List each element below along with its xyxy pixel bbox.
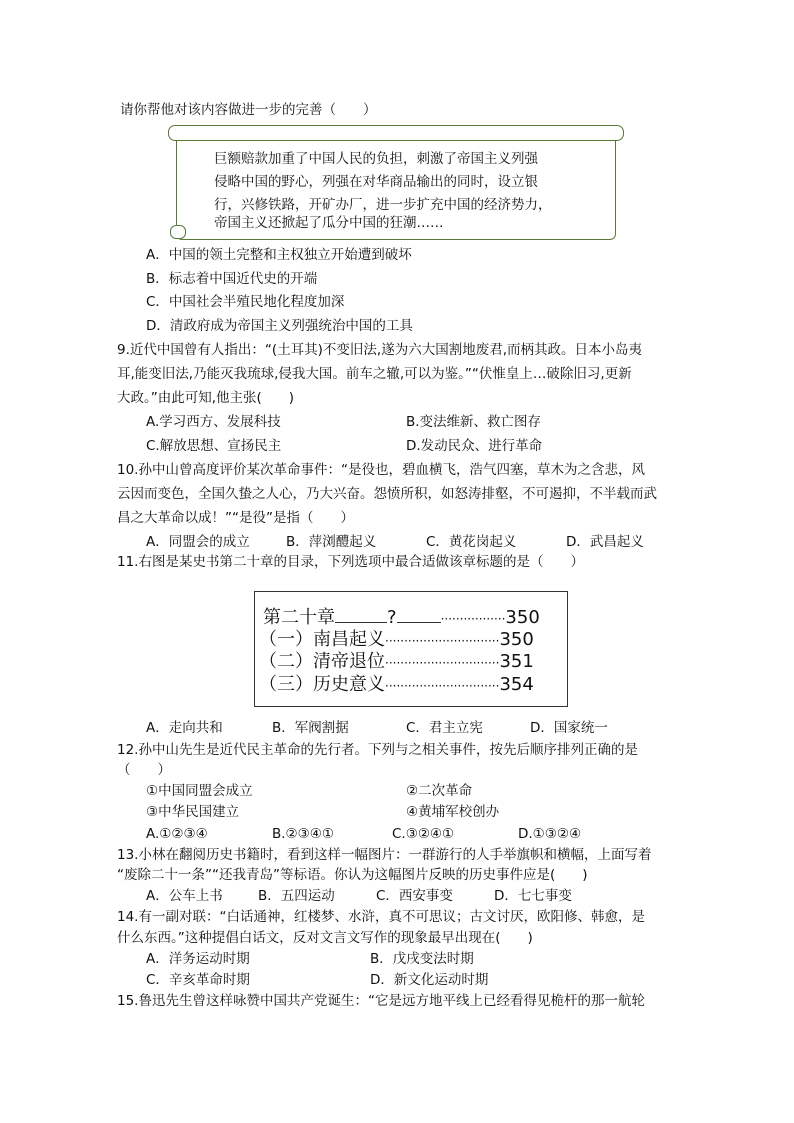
- q13-stem: 13.小林在翻阅历史书籍时，看到这样一幅图片：一群游行的人手举旗帜和横幅，上面写着: [117, 847, 652, 863]
- toc-blank: [397, 606, 441, 623]
- q13-option-d: D．七七事变: [494, 888, 572, 904]
- q13-option-a: A．公车上书: [146, 888, 223, 904]
- q10-stem: 昌之大革命以成！”“是役”是指（ ）: [117, 510, 354, 526]
- toc-question-mark: ?: [387, 607, 397, 628]
- toc-item-label: （三）历史意义: [259, 674, 385, 695]
- scroll-line: 侵略中国的野心，列强在对华商品输出的同时，设立银: [214, 174, 538, 190]
- q10-option-c: C．黄花岗起义: [426, 534, 517, 550]
- q10-option-a: A．同盟会的成立: [146, 534, 250, 550]
- q9-option-a: A.学习西方、发展科技: [146, 414, 281, 430]
- q12-item: ①中国同盟会成立: [146, 783, 253, 799]
- toc-dots: ······························: [385, 634, 500, 648]
- q14-option-b: B．戊戌变法时期: [370, 951, 474, 967]
- q11-option-d: D．国家统一: [530, 720, 608, 736]
- toc-box: [254, 591, 568, 707]
- q13-option-c: C．西安事变: [376, 888, 453, 904]
- toc-item-label: （二）清帝退位: [259, 651, 385, 672]
- q9-stem: 9.近代中国曾有人指出：“(土耳其)不变旧法,遂为六大国割地废君,而柄其政。日本小岛夷: [117, 342, 642, 358]
- q9-option-b: B.变法维新、救亡图存: [406, 414, 542, 430]
- q12-option-b: B.②③④①: [272, 826, 334, 842]
- toc-item: [259, 651, 534, 674]
- q9-stem: 大政。”由此可知,他主张( ): [117, 390, 295, 406]
- toc-dots: ·················: [440, 612, 506, 626]
- scroll-line: 巨额赔款加重了中国人民的负担，刺激了帝国主义列强: [214, 151, 538, 167]
- q14-option-c: C．辛亥革命时期: [146, 972, 250, 988]
- q11-stem: 11.右图是某史书第二十章的目录，下列选项中最合适做该章标题的是（ ）: [117, 554, 584, 570]
- toc-item: [259, 674, 534, 697]
- scroll-line: 行，兴修铁路，开矿办厂，进一步扩充中国的经济势力，: [214, 197, 552, 213]
- q11-option-c: C．君主立宪: [406, 720, 483, 736]
- scroll-roll-bottom: [170, 225, 186, 239]
- toc-item-label: （一）南昌起义: [259, 629, 385, 650]
- toc-dots: ······························: [385, 679, 500, 693]
- q11-option-a: A．走向共和: [146, 720, 223, 736]
- toc-page: 350: [499, 629, 534, 650]
- toc-heading: [263, 606, 540, 630]
- q10-option-b: B．萍浏醴起义: [286, 534, 377, 550]
- q8-option-c: C．中国社会半殖民地化程度加深: [146, 294, 345, 310]
- q9-option-d: D.发动民众、进行革命: [406, 438, 543, 454]
- q15-stem: 15.鲁迅先生曾这样咏赞中国共产党诞生：“它是远方地平线上已经看得见桅杆的那一航轮: [117, 993, 645, 1009]
- q10-stem: 云因而变色，全国久蛰之人心，乃大兴奋。怨愤所积，如怒涛排壑，不可遏抑，不半载而武: [117, 486, 657, 502]
- q8-option-a: A．中国的领土完整和主权独立开始遭到破坏: [146, 247, 412, 263]
- q10-option-d: D．武昌起义: [566, 534, 644, 550]
- q12-option-d: D.①③②④: [518, 826, 582, 842]
- q8-option-d: D．清政府成为帝国主义列强统治中国的工具: [146, 318, 413, 334]
- q12-option-a: A.①②③④: [146, 826, 208, 842]
- toc-page: 350: [505, 607, 540, 628]
- q11-option-b: B．军阀割据: [272, 720, 349, 736]
- q12-item: ④黄埔军校创办: [406, 804, 500, 820]
- q9-option-c: C.解放思想、宣扬民主: [146, 438, 282, 454]
- scroll-roll-top: [168, 125, 624, 141]
- q12-stem: （ ）: [117, 762, 171, 778]
- q14-stem: 什么东西。”这种提倡白话文，反对文言文写作的现象最早出现在( ): [117, 930, 533, 946]
- q12-stem: 12.孙中山先生是近代民主革命的先行者。下列与之相关事件，按先后顺序排列正确的是: [117, 742, 638, 758]
- toc-page: 351: [499, 651, 534, 672]
- q14-option-d: D．新文化运动时期: [370, 972, 489, 988]
- toc-blank: [335, 606, 387, 623]
- toc-dots: ······························: [385, 656, 500, 670]
- q13-stem: “废除二十一条”“还我青岛”等标语。你认为这幅图片反映的历史事件应是( ): [117, 867, 588, 883]
- q12-option-c: C.③②④①: [392, 826, 455, 842]
- q8-option-b: B．标志着中国近代史的开端: [146, 271, 318, 287]
- toc-item: [259, 629, 534, 652]
- q13-option-b: B．五四运动: [258, 888, 335, 904]
- q10-stem: 10.孙中山曾高度评价某次革命事件：“是役也，碧血横飞，浩气四塞，草木为之含悲，风: [117, 462, 645, 478]
- toc-page: 354: [499, 674, 534, 695]
- q12-item: ②二次革命: [406, 783, 473, 799]
- q14-stem: 14.有一副对联：“白话通神，红楼梦、水浒，真不可思议；古文讨厌，欧阳修、韩愈，是: [117, 909, 645, 925]
- q9-stem: 耳,能变旧法,乃能灭我琉球,侵我大国。前车之辙,可以为鉴。”“伏惟皇上…破除旧习,更新: [117, 366, 632, 382]
- scroll-line: 帝国主义还掀起了瓜分中国的狂潮……: [214, 215, 444, 231]
- q12-item: ③中华民国建立: [146, 804, 240, 820]
- intro-text: 请你帮他对该内容做进一步的完善（ ）: [120, 102, 377, 118]
- q14-option-a: A．洋务运动时期: [146, 951, 250, 967]
- toc-title: 第二十章: [263, 607, 335, 628]
